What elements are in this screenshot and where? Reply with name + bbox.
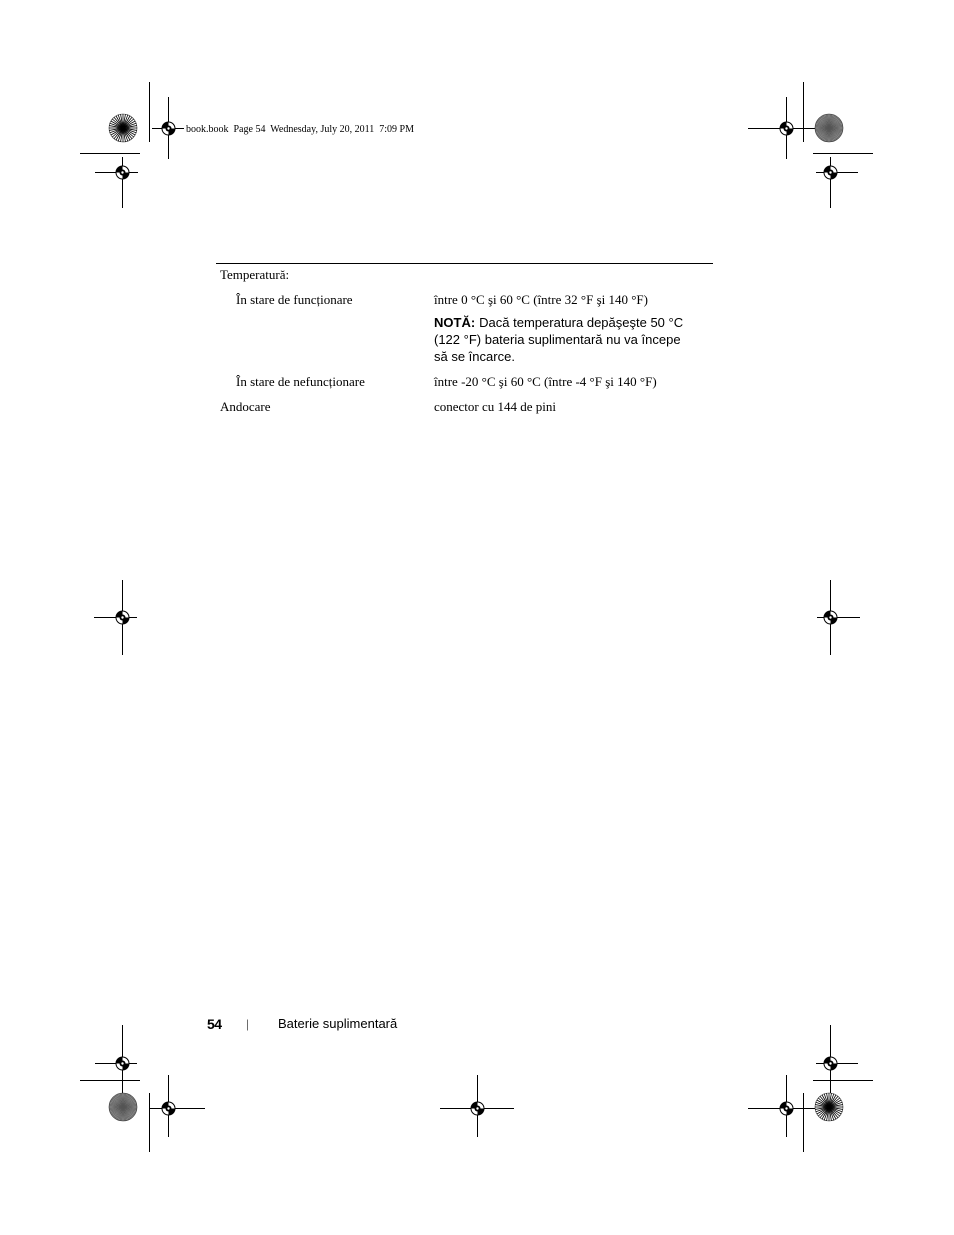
registration-target	[162, 122, 175, 135]
registration-target	[471, 1102, 484, 1115]
registration-target	[780, 122, 793, 135]
starburst-mark	[815, 1093, 843, 1121]
starburst-mark	[109, 114, 137, 142]
registration-target	[116, 166, 129, 179]
operating-temperature-value: între 0 °C şi 60 °C (între 32 °F şi 140 °F)	[434, 292, 648, 307]
footer-separator: |	[246, 1017, 249, 1031]
registration-target	[824, 611, 837, 624]
note-line	[434, 314, 683, 331]
note-line: să se încarce.	[434, 349, 515, 364]
note-label: NOTĂ:	[434, 315, 476, 330]
registration-target	[824, 166, 837, 179]
note-line: (122 °F) bateria suplimentară nu va începe	[434, 332, 681, 347]
registration-target	[780, 1102, 793, 1115]
registration-target	[162, 1102, 175, 1115]
docking-value: conector cu 144 de pini	[434, 399, 557, 414]
print-slug: book.book Page 54 Wednesday, July 20, 2011 7:09 PM	[186, 124, 414, 135]
page-number: 54	[207, 1016, 222, 1032]
starburst-mark	[109, 1093, 137, 1121]
temperature-note	[434, 314, 683, 365]
starburst-mark	[815, 114, 843, 142]
nonoperating-temperature-value: între -20 °C şi 60 °C (între -4 °F şi 140 °F)	[434, 374, 657, 389]
registration-lines	[94, 97, 860, 1137]
operating-temperature-label: În stare de funcționare	[236, 292, 353, 307]
docking-label: Andocare	[220, 399, 271, 414]
note-text: Dacă temperatura depăşeşte 50 °C	[479, 315, 684, 330]
temperature-label: Temperatură:	[220, 267, 290, 282]
nonoperating-temperature-label: În stare de nefuncționare	[236, 374, 365, 389]
registration-target	[824, 1057, 837, 1070]
footer-section-title: Baterie suplimentară	[278, 1016, 398, 1031]
registration-target	[116, 611, 129, 624]
table-top-rule	[216, 263, 713, 264]
registration-target	[116, 1057, 129, 1070]
